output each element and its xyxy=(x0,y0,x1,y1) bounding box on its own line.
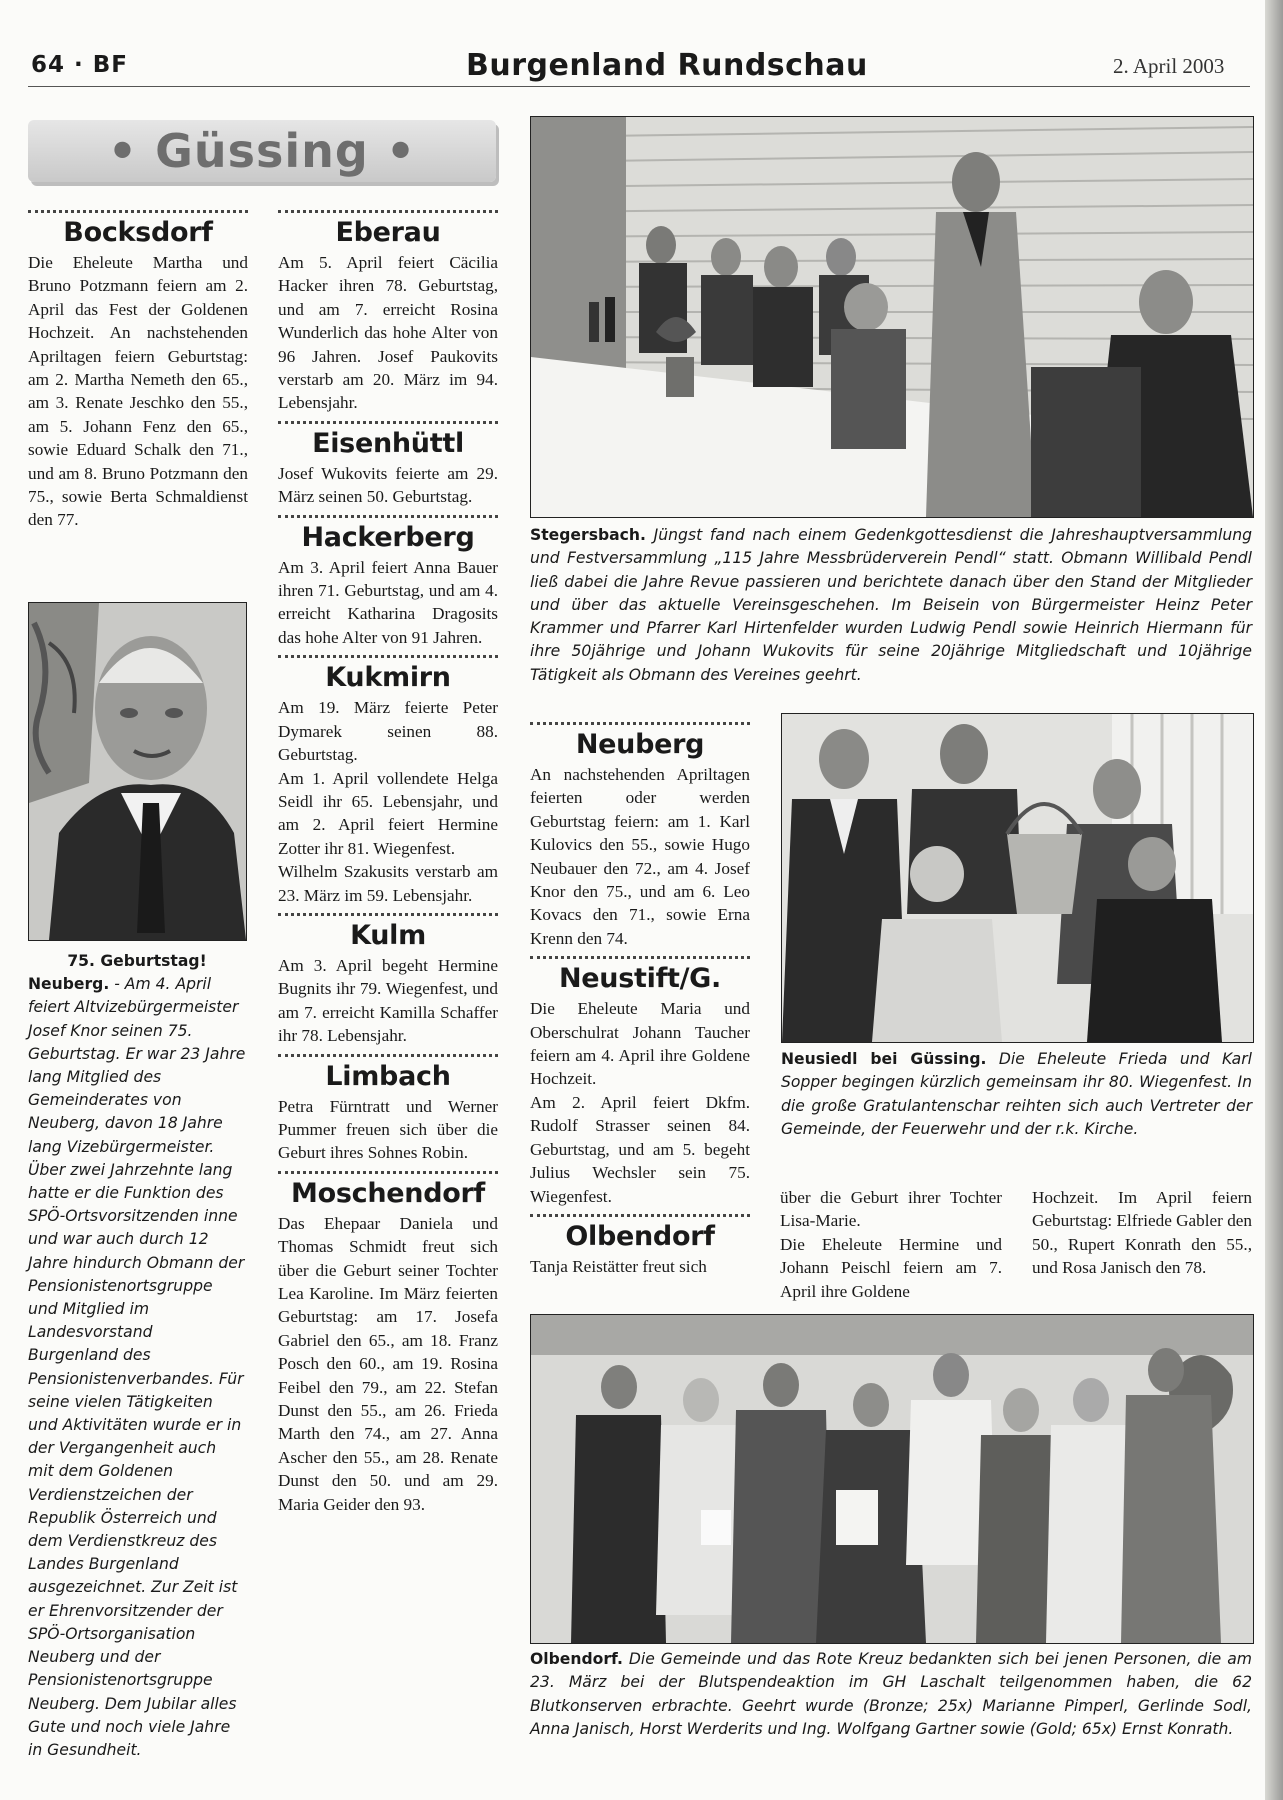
article-eberau: Am 5. April feiert Cäcilia Hacker ihren 78. Geburtstag, und am 7. erreicht Rosina Wunderlich das hohe Alter von 96 Jahren. Josef Paukovits verstarb am 20. März im 94. Lebensjahr. xyxy=(278,253,498,413)
article-kulm: Am 3. April begeht Hermine Bugnits ihr 79. Wiegenfest, und am 7. erreicht Kamilla Schaffer ihr 78. Lebensjahr. xyxy=(278,955,498,1046)
heading-eisenhuettl: Eisenhüttl xyxy=(312,427,464,459)
heading-olbendorf: Olbendorf xyxy=(565,1220,715,1252)
page-edge-shadow xyxy=(1265,0,1283,1800)
column-3 xyxy=(530,722,750,1278)
portrait-caption-place: Neuberg. xyxy=(28,975,110,994)
heading-kulm: Kulm xyxy=(350,919,426,951)
article-olbendorf-c: Die Eheleute Hermine und Johann Peischl feiern am 7. April ihre Goldene xyxy=(780,1234,1002,1301)
portrait-caption xyxy=(28,950,246,1762)
caption-neusiedl-place: Neusiedl bei Güssing. xyxy=(781,1050,987,1068)
portrait-caption-text: - Am 4. April feiert Altvizebürgermeister Josef Knor seinen 75. Geburtstag. Er war 23 Jahre lang Mitglied des Gemeinderates von Neuberg, davon 18 Jahre lang Vizebürgermeister. Über zwei Jahrzehnte lang hatte er die Funktion des SPÖ-Ortsvorsitzenden inne und war auch durch 12 Jahre hindurch Obmann der Pensionistenortsgruppe und Mitglied im Landesvorstand Burgenland des Pensionistenverbandes. Für seine vielen Tätigkeiten und Aktivitäten wurde er in der Vergangenheit auch mit dem Goldenen Verdienstzeichen der Republik Österreich und dem Verdienstkreuz des Landes Burgenland ausgezeichnet. Zur Zeit ist er Ehrenvorsitzender der SPÖ-Ortsorganisation Neuberg und der Pensionistenortsgruppe Neuberg. Dem Jubilar alles Gute und noch viele Jahre in Gesundheit. xyxy=(28,975,246,1759)
dotted-divider xyxy=(278,1054,498,1057)
newspaper-title: Burgenland Rundschau xyxy=(466,48,868,83)
heading-eberau: Eberau xyxy=(335,217,441,248)
heading-kukmirn: Kukmirn xyxy=(325,662,451,694)
photo-neusiedl-birthday xyxy=(781,713,1254,1043)
caption-olbendorf-text: Die Gemeinde und das Rote Kreuz bedankten sich bei jenen Personen, die am 23. März bei der Blutspendeaktion im GH Laschalt teilgenommen haben, die 62 Blutkonserven erbrachte. Geehrt wurde (Bronze; 25x) Marianne Pimperl, Gerlinde Sodl, Anna Janisch, Horst Werderits und Ing. Wolfgang Gartner sowie (Gold; 65x) Ernst Konrath. xyxy=(530,1650,1252,1738)
article-olbendorf-d: Hochzeit. Im April feiern Geburtstag: Elfriede Gabler den 50., Rupert Konrath den 55., und Rosa Janisch den 78. xyxy=(1032,1188,1253,1278)
article-neustift-1: Die Eheleute Maria und Oberschulrat Johann Taucher feiern am 4. April ihre Goldene Hochzeit. xyxy=(530,999,750,1089)
heading-neustift: Neustift/G. xyxy=(559,963,721,995)
article-neustift-2: Am 2. April feiert Dkfm. Rudolf Strasser seinen 84. Geburtstag, und am 5. begeht Julius Wechsler sein 75. Wiegenfest. xyxy=(530,1092,750,1206)
caption-neusiedl xyxy=(781,1048,1252,1141)
dotted-divider xyxy=(530,1214,750,1217)
article-eisenhuettl: Josef Wukovits feierte am 29. März seinen 50. Geburtstag. xyxy=(278,463,498,507)
section-banner-text: • Güssing • xyxy=(107,124,417,178)
heading-hackerberg: Hackerberg xyxy=(301,521,475,553)
caption-stegersbach-text: Jüngst fand nach einem Gedenkgottesdienst die Jahreshauptversammlung und Festversammlung „115 Jahre Messbrüderverein Pendl“ statt. Obmann Willibald Pendl ließ dabei die Jahre Revue passieren und berichtete danach über den Stand der Mitglieder und über das aktuelle Vereinsgeschehen. Im Beisein von Bürgermeister Heinz Peter Krammer und Pfarrer Karl Hirtenfelder wurden Ludwig Pendl sowie Heinrich Hiermann für ihre 50jährige und Johann Wukovits für seine 20jährige Mitgliedschaft und 10jährige Tätigkeit als Obmann des Vereines geehrt. xyxy=(530,526,1252,684)
caption-stegersbach-place: Stegersbach. xyxy=(530,526,646,544)
article-olbendorf-b: über die Geburt ihrer Tochter Lisa-Marie. xyxy=(780,1188,1002,1231)
article-moschendorf: Das Ehepaar Daniela und Thomas Schmidt freut sich über die Geburt seiner Tochter Lea Karoline. Im März feierten Geburtstag: am 17. Josefa Gabriel den 65., am 18. Franz Posch den 60., am 19. Rosina Feibel den 79., am 22. Stefan Dunst den 55., am 26. Frieda Marth den 74., am 27. Anna Ascher den 55., am 28. Renate Dunst den 50. und am 29. Maria Geider den 93. xyxy=(278,1213,498,1514)
caption-olbendorf xyxy=(530,1648,1252,1741)
dotted-divider xyxy=(278,210,498,213)
article-olbendorf-a: Tanja Reistätter freut sich xyxy=(530,1256,707,1276)
dotted-divider xyxy=(278,1171,498,1174)
column-5-continuation xyxy=(1032,1186,1252,1280)
dotted-divider xyxy=(28,210,248,213)
dotted-divider xyxy=(530,722,750,725)
photo-olbendorf-blood-donors xyxy=(530,1314,1254,1644)
portrait-photo-josef-knor xyxy=(28,602,247,941)
portrait-caption-title: 75. Geburtstag! xyxy=(67,952,207,970)
dotted-divider xyxy=(530,956,750,959)
article-bocksdorf: Die Eheleute Martha und Bruno Potzmann feiern am 2. April das Fest der Goldenen Hochzeit. An nachstehenden Apriltagen feiern Geburtstag: am 2. Martha Nemeth den 65., am 3. Renate Jeschko den 55., am 5. Johann Fenz den 65., sowie Eduard Schalk den 71., und am 8. Bruno Potzmann den 75., sowie Berta Schmaldienst den 77. xyxy=(28,253,248,530)
heading-moschendorf: Moschendorf xyxy=(291,1177,485,1209)
caption-neusiedl-text: Die Eheleute Frieda und Karl Sopper begingen kürzlich gemeinsam ihr 80. Wiegenfest. In die große Gratulantenschar reihten sich auch Vertreter der Gemeinde, der Feuerwehr und der r.k. Kirche. xyxy=(781,1050,1252,1138)
heading-neuberg: Neuberg xyxy=(575,729,705,760)
column-4-continuation xyxy=(780,1186,1002,1303)
caption-olbendorf-place: Olbendorf. xyxy=(530,1650,623,1668)
dotted-divider xyxy=(278,655,498,658)
page-number-label: 64 · BF xyxy=(31,52,129,78)
article-neuberg: An nachstehenden Apriltagen feierten oder werden Geburtstag feiern: am 1. Karl Kulovics den 55., sowie Hugo Neubauer den 72., am 4. Josef Knor den 75., und am 6. Leo Kovacs den 71., sowie Erna Krenn den 74. xyxy=(530,765,750,948)
article-limbach: Petra Fürntratt und Werner Pummer freuen sich über die Geburt ihres Sohnes Robin. xyxy=(278,1096,498,1163)
section-banner xyxy=(28,120,496,182)
article-hackerberg: Am 3. April feiert Anna Bauer ihren 71. Geburtstag, und am 4. erreicht Katharina Dragosits das hohe Alter von 91 Jahren. xyxy=(278,557,498,647)
column-2 xyxy=(278,210,498,1516)
heading-bocksdorf: Bocksdorf xyxy=(63,217,213,248)
dotted-divider xyxy=(278,515,498,518)
article-kukmirn-2: Am 1. April vollendete Helga Seidl ihr 65. Lebensjahr, und am 2. April feiert Hermine Zotter ihr 81. Wiegenfest. xyxy=(278,768,498,858)
column-1 xyxy=(28,210,248,532)
dotted-divider xyxy=(278,913,498,916)
dotted-divider xyxy=(278,421,498,424)
photo-stegersbach-meeting xyxy=(530,116,1254,518)
caption-stegersbach xyxy=(530,524,1252,687)
article-kukmirn-1: Am 19. März feierte Peter Dymarek seinen 88. Geburtstag. xyxy=(278,698,498,765)
issue-date: 2. April 2003 xyxy=(1113,54,1225,78)
header-rule xyxy=(28,86,1250,87)
heading-limbach: Limbach xyxy=(325,1060,451,1092)
article-kukmirn-3: Wilhelm Szakusits verstarb am 23. März im 59. Lebensjahr. xyxy=(278,862,498,905)
